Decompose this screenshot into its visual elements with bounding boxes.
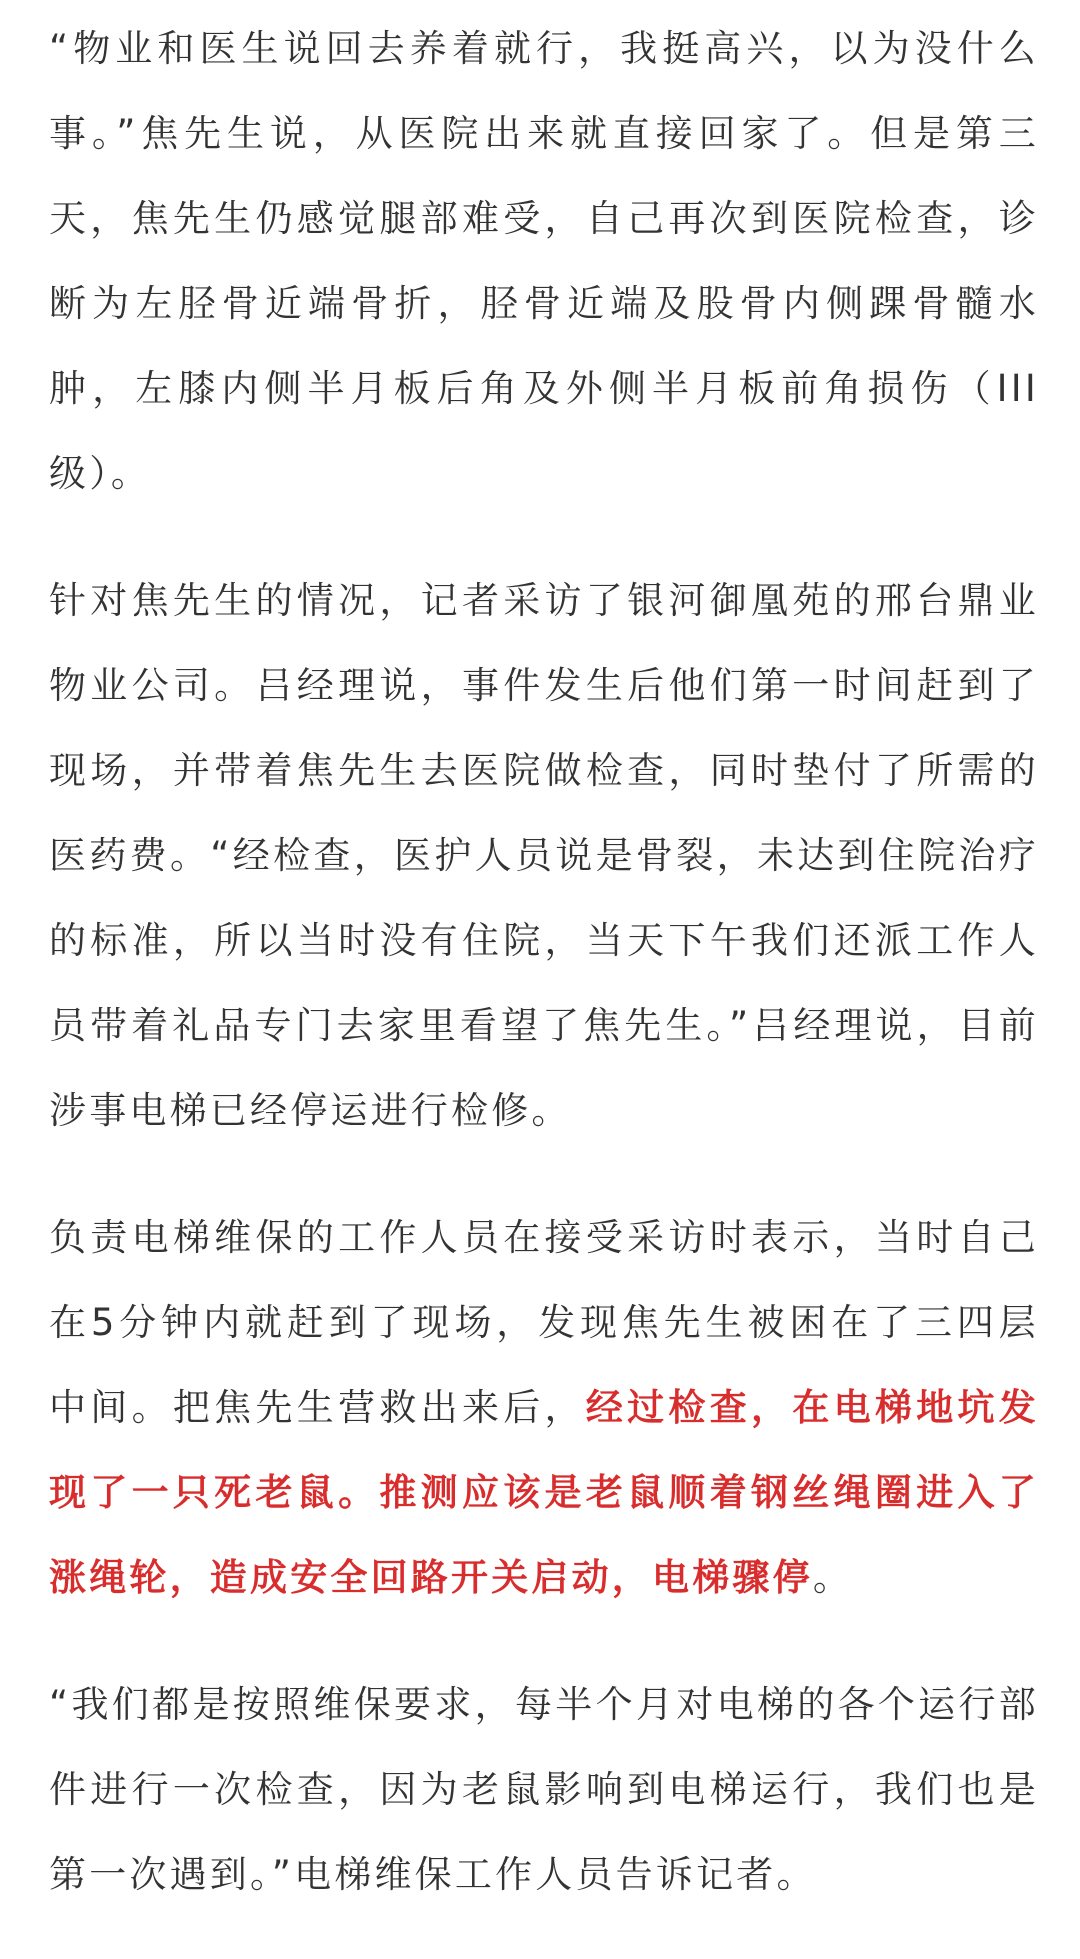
paragraph-3-text: 负责电梯维保的工作人员在接受采访时表示，当时自己在5分钟内就赶到了现场，发现焦先生被困在了三四层中间。把焦先生营救出来后，: [49, 1216, 1039, 1429]
paragraph-1: “物业和医生说回去养着就行，我挺高兴，以为没什么事。”焦先生说，从医院出来就直接回家了。但是第三天，焦先生仍感觉腿部难受，自己再次到医院检查，诊断为左胫骨近端骨折，胫骨近端及股骨内侧踝骨髓水肿，左膝内侧半月板后角及外侧半月板前角损伤（III级）。: [49, 27, 1039, 495]
article-body: [49, 6, 1039, 1959]
paragraph-4: “我们都是按照维保要求，每半个月对电梯的各个运行部件进行一次检查，因为老鼠影响到电梯运行，我们也是第一次遇到。”电梯维保工作人员告诉记者。: [49, 1683, 1039, 1896]
highlighted-text: 经过检查，在电梯地坑发现了一只死老鼠。推测应该是老鼠顺着钢丝绳圈进入了涨绳轮，造成安全回路开关启动，电梯骤停: [49, 1386, 1039, 1599]
paragraph-3: [49, 1195, 1039, 1620]
paragraph-3-end: 。: [812, 1556, 854, 1599]
paragraph-2: 针对焦先生的情况，记者采访了银河御凰苑的邢台鼎业物业公司。吕经理说，事件发生后他们第一时间赶到了现场，并带着焦先生去医院做检查，同时垫付了所需的医药费。“经检查，医护人员说是骨裂，未达到住院治疗的标准，所以当时没有住院，当天下午我们还派工作人员带着礼品专门去家里看望了焦先生。”吕经理说，目前涉事电梯已经停运进行检修。: [49, 579, 1039, 1132]
